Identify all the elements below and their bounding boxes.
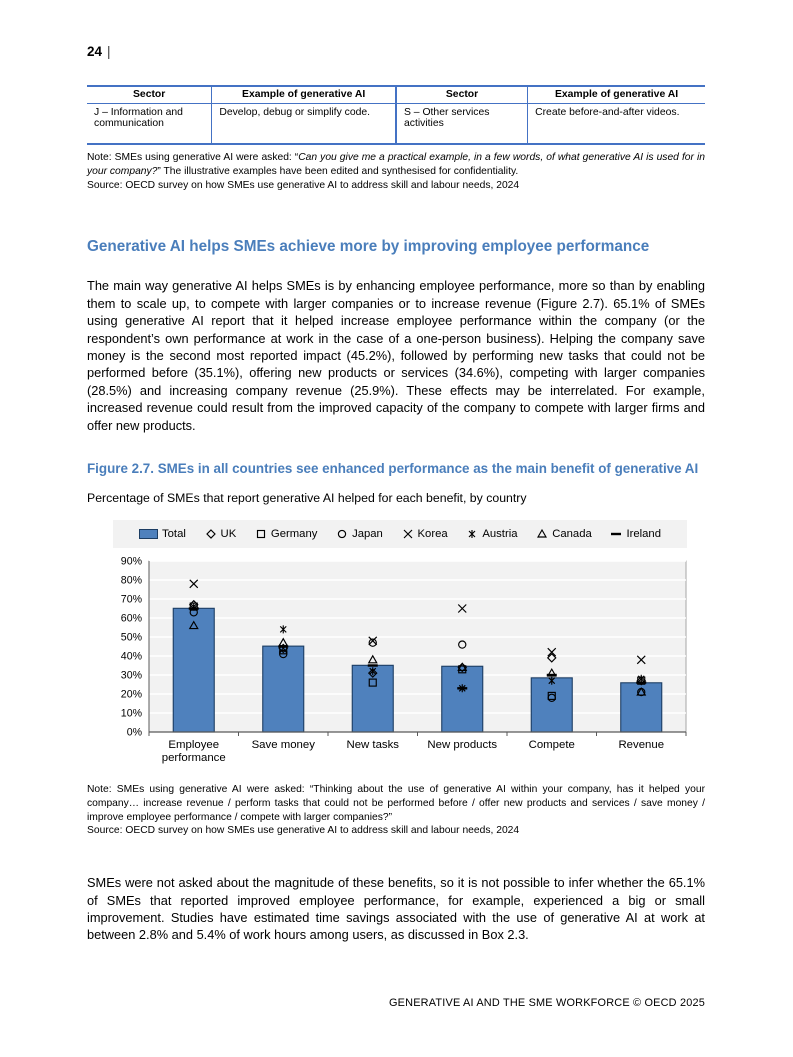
svg-text:0%: 0%	[126, 726, 142, 739]
legend-item-germany	[255, 528, 317, 540]
page-footer: GENERATIVE AI AND THE SME WORKFORCE © OECD 2025	[389, 997, 705, 1009]
table-source: Source: OECD survey on how SMEs use generative AI to address skill and labour needs, 2024	[87, 179, 520, 191]
svg-text:New products: New products	[427, 739, 498, 752]
svg-text:70%: 70%	[120, 593, 142, 606]
svg-text:20%: 20%	[120, 688, 142, 701]
figure-subtitle: Percentage of SMEs that report generative AI helped for each benefit, by country	[87, 491, 527, 506]
total-bar-swatch	[139, 529, 158, 539]
figure-note-text: Note: SMEs using generative AI were asked: “Thinking about the use of generative AI within your company, has it helped your company… increase revenue / perform tasks that could not be performed before / offer new products and services / save money / improve employee performance / compete with larger companies?”	[87, 784, 705, 823]
figure-source: Source: OECD survey on how SMEs use generative AI to address skill and labour needs, 2024	[87, 825, 520, 837]
cross-marker-icon	[402, 528, 414, 540]
cell-example-right: Create before-and-after videos.	[528, 104, 705, 145]
table-header-example-left: Example of generative AI	[212, 86, 396, 104]
svg-text:10%: 10%	[120, 707, 142, 720]
svg-text:40%: 40%	[120, 650, 142, 663]
legend-item-canada	[536, 528, 592, 540]
legend-item-korea	[402, 528, 448, 540]
svg-text:performance: performance	[161, 752, 226, 765]
svg-text:Employee: Employee	[168, 739, 220, 752]
figure-chart-block	[105, 520, 690, 774]
figure-title: Figure 2.7. SMEs in all countries see enhanced performance as the main benefit of generative AI	[87, 461, 699, 477]
legend-item-total	[139, 528, 186, 540]
svg-text:Save money: Save money	[251, 739, 315, 752]
legend-item-ireland	[610, 528, 661, 540]
table-header-example-right: Example of generative AI	[528, 86, 705, 104]
svg-text:90%: 90%	[120, 555, 142, 568]
table-note-text	[87, 151, 705, 179]
page-number	[87, 44, 705, 59]
section-heading: Generative AI helps SMEs achieve more by improving employee performance	[87, 238, 650, 256]
table-note-quote: Can you give me a practical example, in a few words, of what generative AI is used for in your company?	[87, 152, 706, 177]
table-header-sector-right: Sector	[396, 86, 528, 104]
asterisk-marker-icon	[466, 528, 478, 540]
legend-label: Canada	[552, 528, 592, 541]
legend-label: Austria	[482, 528, 518, 541]
svg-text:Revenue: Revenue	[618, 739, 665, 752]
svg-text:50%: 50%	[120, 631, 142, 644]
table-note-suffix: ” The illustrative examples have been edited and synthesised for confidentiality.	[157, 165, 519, 177]
sector-examples-table	[87, 85, 705, 145]
legend-item-uk	[205, 528, 237, 540]
circle-marker-icon	[336, 528, 348, 540]
table-note-prefix: Note: SMEs using generative AI were asked: “	[87, 152, 299, 163]
closing-paragraph: SMEs were not asked about the magnitude of these benefits, so it is not possible to infer whether the 65.1% of SMEs that reported improved employee performance, for example, experienced a big or small improvement. Studies have estimated time savings associated with the use of generative AI at work at between 2.8% and 5.4% of work hours among users, as discussed in Box 2.3.	[87, 875, 705, 943]
section-paragraph: The main way generative AI helps SMEs is by enhancing employee performance, more so than by enabling them to scale up, to compete with larger companies or to increase revenue (Figure 2.7). 65.1% of SMEs using generative AI report that it helped increase employee performance within the company (or the respondent’s own performance at work in the case of a one-person business). Helping the company save money is the second most reported impact (45.2%), followed by performing new tasks that could not be performed before (35.1%), offering new products or services (34.6%), competing with larger companies (28.5%) and increasing company revenue (25.9%). These effects may be interrelated. For example, increased revenue could result from the improved capacity of the company to compete with larger firms and offer new products.	[87, 278, 705, 433]
square-marker-icon	[255, 528, 267, 540]
figure-note	[87, 783, 705, 838]
legend-label: Total	[162, 528, 186, 541]
legend-label: Japan	[352, 528, 383, 541]
cell-example-left: Develop, debug or simplify code.	[212, 104, 396, 145]
page-number-value: 24	[87, 44, 103, 59]
triangle-marker-icon	[536, 528, 548, 540]
dash-marker-icon	[610, 528, 622, 540]
svg-text:80%: 80%	[120, 574, 142, 587]
table-header-row	[87, 86, 705, 104]
legend-label: Germany	[270, 528, 318, 541]
page-number-separator: |	[107, 44, 111, 59]
legend-label: UK	[220, 528, 237, 541]
svg-text:30%: 30%	[120, 669, 142, 682]
table-header-sector-left: Sector	[87, 86, 212, 104]
legend-item-austria	[466, 528, 517, 540]
svg-text:60%: 60%	[120, 612, 142, 625]
legend-label: Ireland	[626, 528, 661, 541]
cell-sector-right: S – Other services activities	[396, 104, 528, 145]
diamond-marker-icon	[205, 528, 217, 540]
svg-text:Compete: Compete	[528, 739, 575, 752]
legend-item-japan	[336, 528, 383, 540]
svg-text:New tasks: New tasks	[346, 739, 400, 752]
table-row	[87, 104, 705, 145]
cell-sector-left: J – Information and communication	[87, 104, 212, 145]
chart-legend	[113, 520, 687, 548]
table-note	[87, 151, 705, 192]
legend-label: Korea	[417, 528, 448, 541]
benefits-bar-chart	[105, 554, 690, 774]
